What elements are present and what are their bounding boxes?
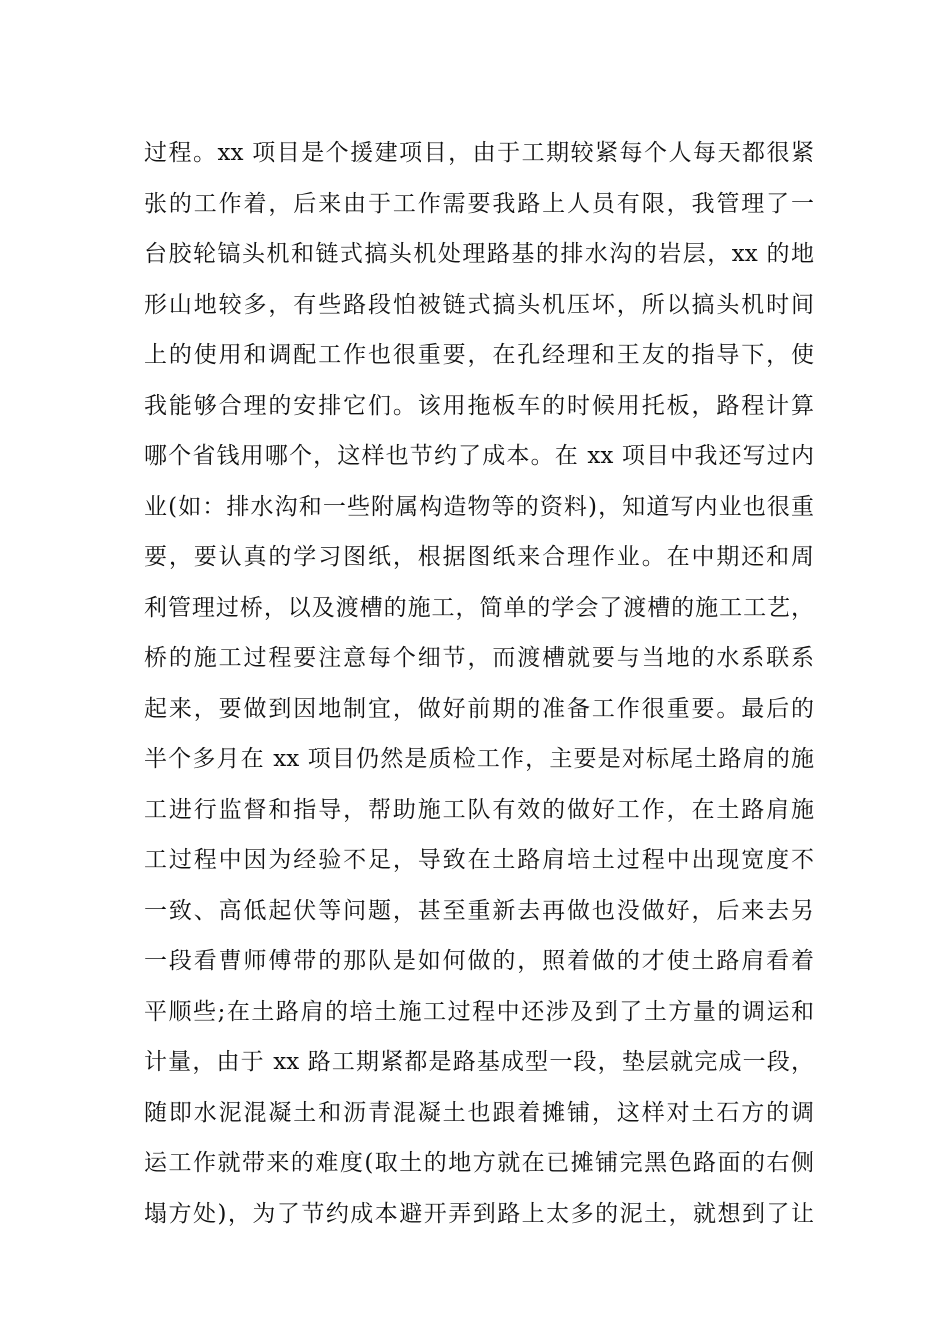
text-line: 平顺些;在土路肩的培土施工过程中还涉及到了土方量的调运和	[144, 998, 814, 1025]
text-line: 半个多月在 xx 项目仍然是质检工作，主要是对标尾土路肩的施	[144, 746, 814, 772]
text-line: 计量，由于 xx 路工期紧都是路基成型一段，垫层就完成一段，	[144, 1049, 814, 1075]
text-line: 张的工作着，后来由于工作需要我路上人员有限，我管理了一	[144, 190, 814, 217]
text-line: 要，要认真的学习图纸，根据图纸来合理作业。在中期还和周	[144, 544, 814, 570]
text-line: 上的使用和调配工作也很重要，在孔经理和王友的指导下，使	[144, 342, 814, 368]
text-line: 业(如：排水沟和一些附属构造物等的资料)，知道写内业也很重	[144, 493, 814, 520]
text-line: 起来，要做到因地制宜，做好前期的准备工作很重要。最后的	[144, 695, 814, 722]
text-line: 我能够合理的安排它们。该用拖板车的时候用托板，路程计算	[144, 392, 814, 419]
text-line: 台胶轮镐头机和链式搞头机处理路基的排水沟的岩层，xx 的地	[144, 241, 814, 267]
text-line: 过程。xx 项目是个援建项目，由于工期较紧每个人每天都很紧	[144, 140, 814, 166]
text-line: 一致、高低起伏等问题，甚至重新去再做也没做好，后来去另	[144, 897, 814, 924]
text-line: 利管理过桥，以及渡槽的施工，简单的学会了渡槽的施工工艺，	[144, 594, 814, 621]
text-line: 形山地较多，有些路段怕被链式搞头机压坏，所以搞头机时间	[144, 291, 814, 318]
text-line: 桥的施工过程要注意每个细节，而渡槽就要与当地的水系联系	[144, 645, 814, 671]
text-line: 塌方处)，为了节约成本避开弄到路上太多的泥土，就想到了让	[144, 1200, 814, 1227]
text-line: 哪个省钱用哪个，这样也节约了成本。在 xx 项目中我还写过内	[144, 443, 814, 469]
text-line: 工过程中因为经验不足，导致在土路肩培土过程中出现宽度不	[144, 847, 814, 873]
text-line: 随即水泥混凝土和沥青混凝土也跟着摊铺，这样对土石方的调	[144, 1099, 814, 1126]
text-line: 一段看曹师傅带的那队是如何做的，照着做的才使土路肩看着	[144, 948, 814, 974]
text-line: 工进行监督和指导，帮助施工队有效的做好工作，在土路肩施	[144, 796, 814, 823]
body-paragraph	[144, 128, 814, 1239]
text-line: 运工作就带来的难度(取土的地方就在已摊铺完黑色路面的右侧	[144, 1150, 814, 1176]
